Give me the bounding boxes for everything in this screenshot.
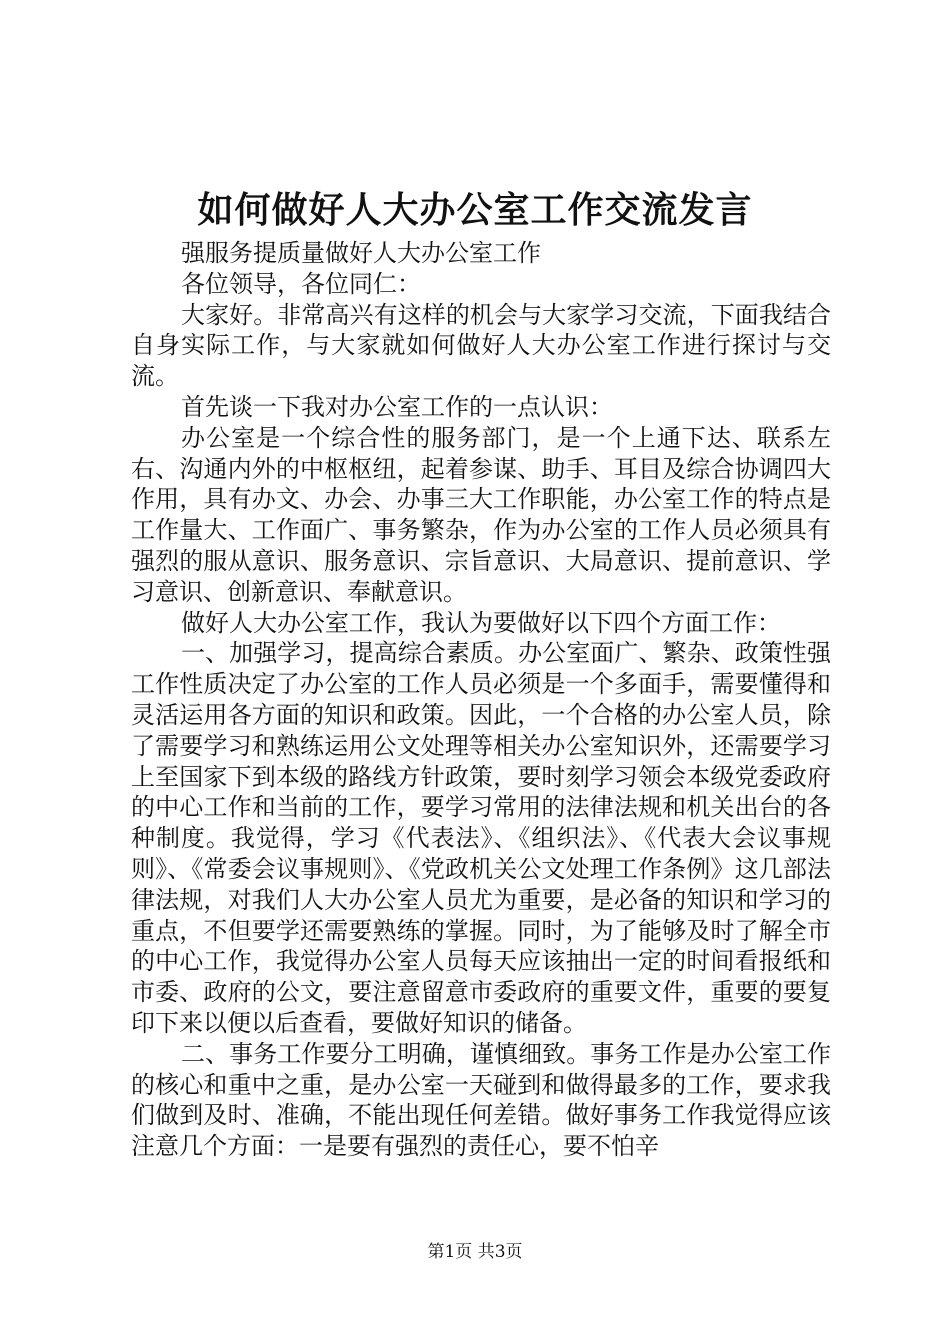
document-body [131, 208, 831, 1162]
body-paragraph: 办公室是一个综合性的服务部门，是一个上通下达、联系左右、沟通内外的中枢枢纽，起着参谋、助手、耳目及综合协调四大作用，具有办文、办会、办事三大工作职能，办公室工作的特点是工作量大、工作面广、事务繁杂，作为办公室的工作人员必须具有强烈的服从意识、服务意识、宗旨意识、大局意识、提前意识、学习意识、创新意识、奉献意识。 [131, 423, 831, 606]
body-paragraph: 大家好。非常高兴有这样的机会与大家学习交流，下面我结合自身实际工作，与大家就如何做好人大办公室工作进行探讨与交流。 [131, 300, 831, 391]
page-number-footer: 第1页 共3页 [427, 1242, 523, 1262]
salutation-paragraph: 各位领导，各位同仁： [181, 269, 421, 298]
body-paragraph: 一、加强学习，提高综合素质。办公室面广、繁杂、政策性强工作性质决定了办公室的工作人员必须是一个多面手，需要懂得和灵活运用各方面的知识和政策。因此，一个合格的办公室人员，除了需要学习和熟练运用公文处理等相关办公室知识外，还需要学习上至国家下到本级的路线方针政策，要时刻学习领会本级党委政府的中心工作和当前的工作，要学习常用的法律法规和机关出台的各种制度。我觉得，学习《代表法》、《组织法》、《代表大会议事规则》、《常委会议事规则》、《党政机关公文处理工作条例》这几部法律法规，对我们人大办公室人员尤为重要，是必备的知识和学习的重点，不但要学还需要熟练的掌握。同时，为了能够及时了解全市的中心工作，我觉得办公室人员每天应该抽出一定的时间看报纸和市委、政府的公文，要注意留意市委政府的重要文件，重要的要复印下来以便以后查看，要做好知识的储备。 [131, 639, 831, 1037]
body-paragraph: 二、事务工作要分工明确，谨慎细致。事务工作是办公室工作的核心和重中之重，是办公室一天碰到和做得最多的工作，要求我们做到及时、准确，不能出现任何差错。做好事务工作我觉得应该注意几个方面：一是要有强烈的责任心，要不怕辛 [131, 1039, 831, 1161]
body-paragraph: 做好人大办公室工作，我认为要做好以下四个方面工作： [181, 608, 781, 637]
subtitle-paragraph: 强服务提质量做好人大办公室工作 [181, 239, 541, 267]
body-paragraph: 首先谈一下我对办公室工作的一点认识： [181, 392, 613, 421]
document-title: 如何做好人大办公室工作交流发言 [197, 189, 753, 231]
